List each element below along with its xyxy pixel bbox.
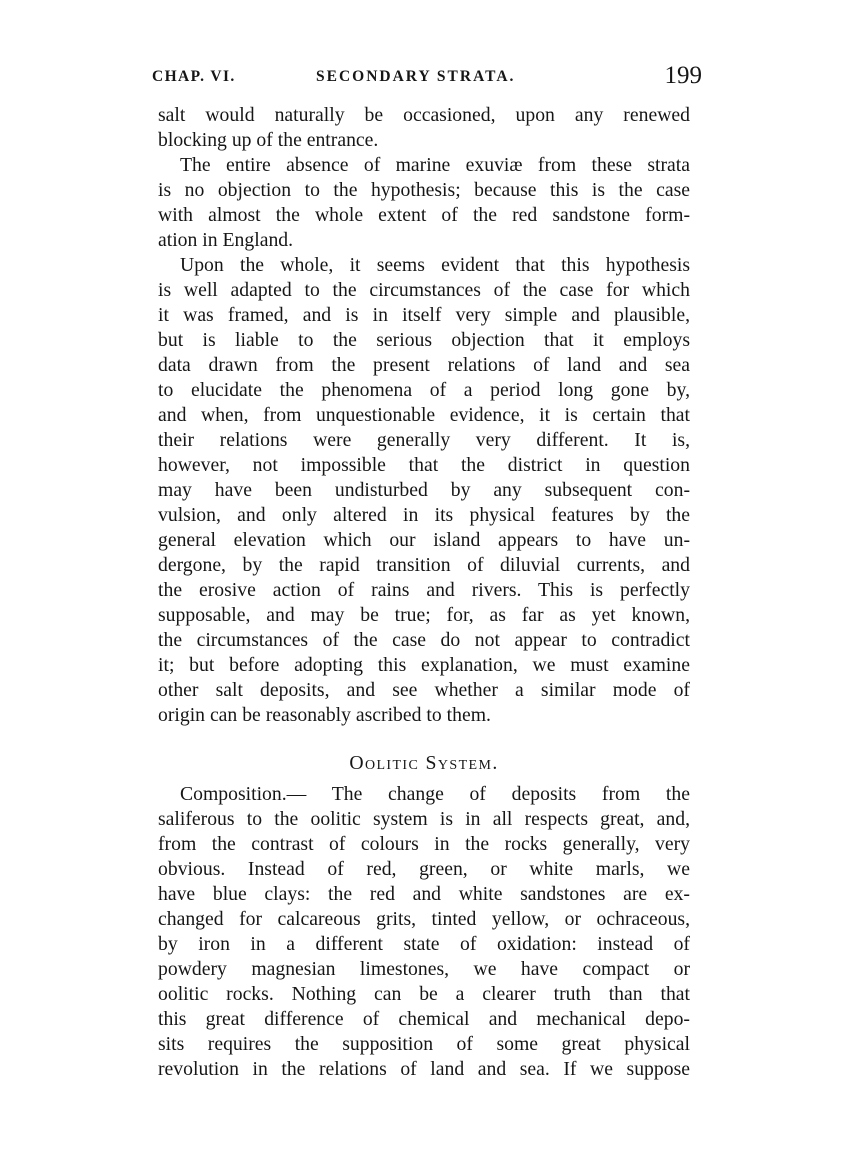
text-line: dergone, by the rapid transition of diluvial currents, and bbox=[158, 554, 690, 576]
text-line: other salt deposits, and see whether a similar mode of bbox=[158, 679, 690, 701]
text-line: is no objection to the hypothesis; because this is the case bbox=[158, 179, 690, 201]
section-heading: Oolitic System. bbox=[349, 752, 499, 774]
text-line: salt would naturally be occasioned, upon any renewed bbox=[158, 104, 690, 126]
text-line: and when, from unquestionable evidence, it is certain that bbox=[158, 404, 690, 426]
text-line: with almost the whole extent of the red sandstone form- bbox=[158, 204, 690, 226]
text-line: this great difference of chemical and mechanical depo- bbox=[158, 1008, 690, 1030]
text-line: general elevation which our island appears to have un- bbox=[158, 529, 690, 551]
body-text-lower bbox=[158, 782, 690, 1082]
text-line: changed for calcareous grits, tinted yellow, or ochraceous, bbox=[158, 908, 690, 930]
text-line: vulsion, and only altered in its physical features by the bbox=[158, 504, 690, 526]
text-line: however, not impossible that the district in question bbox=[158, 454, 690, 476]
running-title: SECONDARY STRATA. bbox=[316, 68, 516, 85]
text-line: origin can be reasonably ascribed to them. bbox=[158, 704, 491, 726]
page-number: 199 bbox=[664, 62, 702, 89]
text-line: but is liable to the serious objection that it employs bbox=[158, 329, 690, 351]
text-line: the circumstances of the case do not appear to contradict bbox=[158, 629, 690, 651]
text-line: blocking up of the entrance. bbox=[158, 129, 379, 151]
text-line: data drawn from the present relations of land and sea bbox=[158, 354, 690, 376]
text-line: revolution in the relations of land and sea. If we suppose bbox=[158, 1058, 690, 1080]
chapter-label: CHAP. VI. bbox=[152, 68, 236, 85]
text-line: from the contrast of colours in the rocks generally, very bbox=[158, 833, 690, 855]
text-line: the erosive action of rains and rivers. This is perfectly bbox=[158, 579, 690, 601]
text-line: it was framed, and is in itself very simple and plausible, bbox=[158, 304, 690, 326]
text-line: saliferous to the oolitic system is in all respects great, and, bbox=[158, 808, 690, 830]
text-line: by iron in a different state of oxidation: instead of bbox=[158, 933, 690, 955]
text-line: Composition.— The change of deposits from the bbox=[180, 783, 690, 805]
text-line: their relations were generally very different. It is, bbox=[158, 429, 690, 451]
text-line: ation in England. bbox=[158, 229, 294, 251]
text-line: is well adapted to the circumstances of the case for which bbox=[158, 279, 690, 301]
text-line: have blue clays: the red and white sandstones are ex- bbox=[158, 883, 690, 905]
text-line: The entire absence of marine exuviæ from these strata bbox=[180, 154, 690, 176]
text-line: sits requires the supposition of some great physical bbox=[158, 1033, 690, 1055]
text-line: Upon the whole, it seems evident that this hypothesis bbox=[180, 254, 690, 276]
text-line: supposable, and may be true; for, as far as yet known, bbox=[158, 604, 690, 626]
text-line: obvious. Instead of red, green, or white marls, we bbox=[158, 858, 690, 880]
running-head bbox=[152, 62, 702, 94]
body-text-upper bbox=[158, 103, 690, 728]
text-line: oolitic rocks. Nothing can be a clearer truth than that bbox=[158, 983, 690, 1005]
text-line: powdery magnesian limestones, we have compact or bbox=[158, 958, 690, 980]
text-line: to elucidate the phenomena of a period long gone by, bbox=[158, 379, 690, 401]
text-line: may have been undisturbed by any subsequent con- bbox=[158, 479, 690, 501]
text-line: it; but before adopting this explanation, we must examine bbox=[158, 654, 690, 676]
